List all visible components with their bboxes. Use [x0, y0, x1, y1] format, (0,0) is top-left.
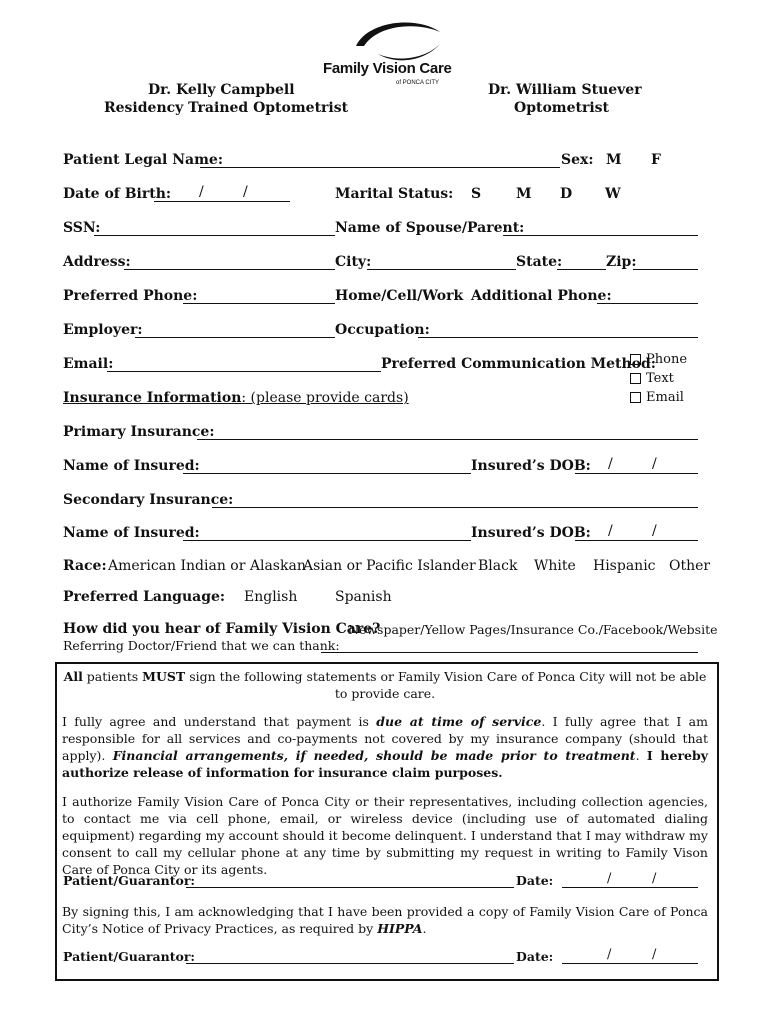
- date-2-slash-2: /: [652, 947, 657, 962]
- privacy-paragraph: By signing this, I am acknowledging that I have been provided a copy of Family Vision Care of Ponca City’s Notice of Privacy Practices, as required by HIPPA.: [62, 904, 708, 936]
- insured-dob-1-field[interactable]: [575, 473, 698, 474]
- checkbox-icon: [630, 392, 641, 403]
- race-option-asian[interactable]: Asian or Pacific Islander: [303, 558, 476, 574]
- sex-f-option[interactable]: F: [651, 152, 661, 168]
- insurance-note: : (please provide cards): [241, 390, 409, 406]
- race-option-white[interactable]: White: [534, 558, 576, 574]
- insured-dob-2-field[interactable]: [575, 540, 698, 541]
- dob-field[interactable]: [154, 201, 290, 202]
- patient-name-label: Patient Legal Name:: [63, 152, 223, 168]
- marital-s-option[interactable]: S: [471, 186, 482, 202]
- date-2-field[interactable]: [562, 963, 698, 964]
- insured-dob-2-label: Insured’s DOB:: [471, 525, 591, 541]
- date-1-slash-1: /: [607, 871, 612, 886]
- secondary-ins-label: Secondary Insurance:: [63, 492, 234, 508]
- add-phone-field[interactable]: [597, 303, 698, 304]
- logo-sub: of PONCA CITY: [396, 80, 440, 86]
- primary-ins-label: Primary Insurance:: [63, 424, 215, 440]
- hear-label: How did you hear of Family Vision Care?: [63, 621, 381, 637]
- race-option-american-indian[interactable]: American Indian or Alaskan: [108, 558, 306, 574]
- comm-option-text[interactable]: [630, 371, 674, 386]
- ssn-label: SSN:: [63, 220, 101, 236]
- checkbox-icon: [630, 354, 641, 365]
- doctor-right-name: Dr. William Stuever: [488, 82, 642, 98]
- zip-label: Zip:: [606, 254, 637, 270]
- hear-options: Newspaper/Yellow Pages/Insurance Co./Facebook/Website: [348, 622, 718, 637]
- logo: [320, 16, 450, 91]
- email-field[interactable]: [107, 371, 381, 372]
- language-option-spanish[interactable]: Spanish: [335, 589, 392, 605]
- guarantor-2-label: Patient/Guarantor:: [63, 949, 196, 964]
- payment-paragraph: I fully agree and understand that payment is due at time of service. I fully agree that I am responsible for all services and co-payments not covered by my insurance company (should that apply). Financial arrangements, if needed, should be made prior to treatment. I hereby authorize release of information for insurance claim purposes.: [62, 714, 708, 780]
- occupation-field[interactable]: [418, 337, 698, 338]
- add-phone-label: Additional Phone:: [471, 288, 612, 304]
- checkbox-icon: [630, 373, 641, 384]
- occupation-label: Occupation:: [335, 322, 430, 338]
- insured-dob-1-label: Insured’s DOB:: [471, 458, 591, 474]
- race-option-other[interactable]: Other: [669, 558, 711, 574]
- logo-name: Family Vision Care: [323, 60, 452, 77]
- guarantor-1-field[interactable]: [186, 887, 514, 888]
- marital-m-option[interactable]: M: [516, 186, 532, 202]
- sex-label: Sex:: [561, 152, 594, 168]
- eye-logo-icon: [348, 16, 448, 64]
- pref-phone-field[interactable]: [183, 303, 335, 304]
- pref-phone-label: Preferred Phone:: [63, 288, 198, 304]
- employer-label: Employer:: [63, 322, 143, 338]
- guarantor-1-label: Patient/Guarantor:: [63, 873, 196, 888]
- dob-label: Date of Birth:: [63, 186, 172, 202]
- comm-option-label: Email: [646, 390, 684, 405]
- date-1-label: Date:: [516, 873, 554, 888]
- comm-option-label: Phone: [646, 352, 688, 367]
- race-option-hispanic[interactable]: Hispanic: [593, 558, 656, 574]
- insured-dob-2-slash-1: /: [608, 523, 613, 539]
- ssn-field[interactable]: [94, 235, 335, 236]
- marital-w-option[interactable]: W: [605, 186, 621, 202]
- name-insured-1-field[interactable]: [183, 473, 471, 474]
- dob-slash-2: /: [243, 184, 248, 200]
- insurance-info-label: Insurance Information: [63, 390, 242, 406]
- race-label: Race:: [63, 558, 107, 574]
- referring-label: Referring Doctor/Friend that we can thank:: [63, 638, 340, 653]
- secondary-ins-field[interactable]: [212, 507, 698, 508]
- sex-m-option[interactable]: M: [606, 152, 622, 168]
- language-option-english[interactable]: English: [244, 589, 298, 605]
- insured-dob-1-slash-1: /: [608, 456, 613, 472]
- address-label: Address:: [63, 254, 131, 270]
- state-field[interactable]: [557, 269, 606, 270]
- address-field[interactable]: [124, 269, 335, 270]
- insured-dob-1-slash-2: /: [652, 456, 657, 472]
- contact-authorization-paragraph: I authorize Family Vision Care of Ponca City or their representatives, including collection agencies, to contact me via cell phone, email, or wireless device (including use of automated dialing equipment) regarding my account should it become delinquent. I understand that I may withdraw my consent to call my cellular phone at any time by submitting my request in writing to Family Vison Care of Ponca City or its agents.: [62, 794, 708, 877]
- agreement-intro: All patients MUST sign the following statements or Family Vision Care of Ponca City will not be able to provide care.: [63, 669, 707, 701]
- doctor-left-title: Residency Trained Optometrist: [104, 100, 349, 116]
- comm-option-phone[interactable]: [630, 352, 687, 367]
- spouse-field[interactable]: [503, 235, 698, 236]
- comm-option-label: Text: [646, 371, 674, 386]
- insured-dob-2-slash-2: /: [652, 523, 657, 539]
- insurance-header: [63, 390, 409, 406]
- referring-field[interactable]: [321, 652, 698, 653]
- date-1-slash-2: /: [652, 871, 657, 886]
- race-option-black[interactable]: Black: [478, 558, 518, 574]
- name-insured-2-label: Name of Insured:: [63, 525, 200, 541]
- city-field[interactable]: [367, 269, 516, 270]
- marital-label: Marital Status:: [335, 186, 454, 202]
- patient-name-field[interactable]: [200, 167, 560, 168]
- guarantor-2-field[interactable]: [186, 963, 514, 964]
- dob-slash-1: /: [199, 184, 204, 200]
- pref-comm-label: Preferred Communication Method:: [381, 356, 656, 372]
- marital-d-option[interactable]: D: [560, 186, 573, 202]
- state-label: State:: [516, 254, 563, 270]
- city-label: City:: [335, 254, 372, 270]
- primary-ins-field[interactable]: [197, 439, 698, 440]
- employer-field[interactable]: [135, 337, 335, 338]
- language-label: Preferred Language:: [63, 589, 226, 605]
- date-1-field[interactable]: [562, 887, 698, 888]
- email-label: Email:: [63, 356, 114, 372]
- comm-option-email[interactable]: [630, 390, 684, 405]
- home-cell-label: Home/Cell/Work: [335, 288, 464, 304]
- date-2-slash-1: /: [607, 947, 612, 962]
- name-insured-1-label: Name of Insured:: [63, 458, 200, 474]
- name-insured-2-field[interactable]: [183, 540, 471, 541]
- date-2-label: Date:: [516, 949, 554, 964]
- zip-field[interactable]: [633, 269, 698, 270]
- spouse-label: Name of Spouse/Parent:: [335, 220, 525, 236]
- doctor-left-name: Dr. Kelly Campbell: [148, 82, 295, 98]
- doctor-right-title: Optometrist: [514, 100, 610, 116]
